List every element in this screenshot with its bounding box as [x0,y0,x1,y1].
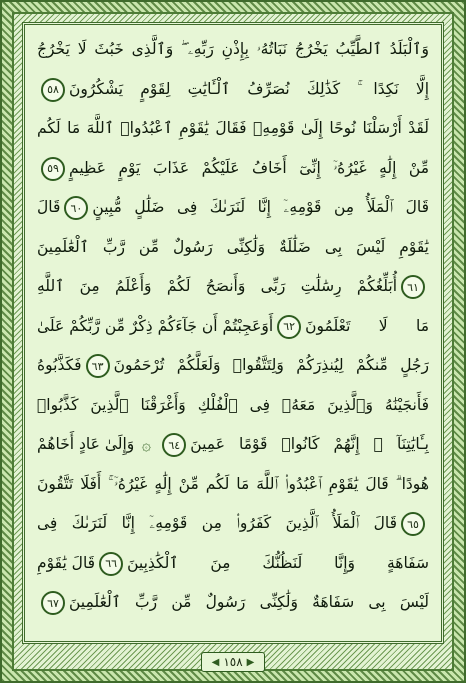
verse-line [37,426,429,464]
verse-line [37,347,429,385]
verse-line [37,110,429,148]
verse-line [37,71,429,109]
verse-text-continuation: قَالَ [37,198,61,217]
verse-line [37,150,429,188]
ayah-end-marker: ٥٩ [41,157,65,181]
verse-text: فَأَنجَيْنَٰهُ وَٱلَّذِينَ مَعَهُۥ فِى ٱلْفُلْكِ وَأَغْرَقْنَا ٱلَّذِينَ كَذَّبُوا۟ [37,395,429,414]
verse-text: بِـَٔايَٰتِنَآ ۚ إِنَّهُمْ كَانُوا۟ قَوْمًا عَمِينَ [190,435,429,454]
verse-line [37,189,429,227]
verse-text: يَٰقَوْمِ لَيْسَ بِى ضَلَٰلَةٌ وَلَٰكِنِّى رَسُولٌ مِّن رَّبِّ ٱلْعَٰلَمِينَ [37,237,429,256]
verse-line [37,466,429,504]
verse-text: قَالَ ٱلْمَلَأُ ٱلَّذِينَ كَفَرُوا۟ مِن قَوْمِهِۦٓ إِنَّا لَنَرَىٰكَ فِى [37,514,397,533]
ayah-end-marker: ٥٨ [41,78,65,102]
ayah-end-marker: ٦١ [401,275,425,299]
page-footer [0,650,466,674]
verse-text-continuation: فَكَذَّبُوهُ [37,356,82,375]
right-arrow-icon: ▶ [246,656,255,668]
mushaf-page [22,22,444,644]
verse-text: إِلَّا نَكِدًا ۚ كَذَٰلِكَ نُصَرِّفُ ٱلْـَٔايَٰتِ لِقَوْمٍ يَشْكُرُونَ [69,79,429,98]
ayah-end-marker: ٦٦ [99,552,123,576]
verse-line [37,387,429,425]
hizb-marker-icon: ۞ [141,435,151,454]
verse-line [37,308,429,346]
verse-line [37,229,429,267]
verse-line [37,505,429,543]
verse-text: مَا لَا تَعْلَمُونَ [305,316,429,335]
verse-text: قَالَ ٱلْمَلَأُ مِن قَوْمِهِۦٓ إِنَّا لَنَرَىٰكَ فِى ضَلَٰلٍ مُّبِينٍ [92,198,429,217]
ayah-end-marker: ٦٤ [162,433,186,457]
verse-text: رَجُلٍ مِّنكُمْ لِيُنذِرَكُمْ وَلِتَتَّقُوا۟ وَلَعَلَّكُمْ تُرْحَمُونَ [113,356,429,375]
verse-text: وَٱلْبَلَدُ ٱلطَّيِّبُ يَخْرُجُ نَبَاتُهُۥ بِإِذْنِ رَبِّهِۦ ۖ وَٱلَّذِى خَبُثَ لَا يَخْرُجُ [37,40,429,59]
ayah-end-marker: ٦٥ [401,512,425,536]
ayah-end-marker: ٦٧ [41,591,65,615]
verse-text: لَيْسَ بِى سَفَاهَةٌ وَلَٰكِنِّى رَسُولٌ مِّن رَّبِّ ٱلْعَٰلَمِينَ [69,593,429,612]
verse-text: مِّنْ إِلَٰهٍ غَيْرُهُۥٓ إِنِّىٓ أَخَافُ عَلَيْكُمْ عَذَابَ يَوْمٍ عَظِيمٍ [69,158,429,177]
verse-text-continuation: وَإِلَىٰ عَادٍ أَخَاهُمْ [37,435,135,454]
verse-text: سَفَاهَةٍ وَإِنَّا لَنَظُنُّكَ مِنَ ٱلْكَٰذِبِينَ [127,553,429,572]
verse-text: هُودًا ۗ قَالَ يَٰقَوْمِ ٱعْبُدُوا۟ ٱللَّهَ مَا لَكُم مِّنْ إِلَٰهٍ غَيْرُهُۥٓ ۚ أَفَلَا تَتَّقُونَ [37,474,429,493]
page-number: ١٥٨ [223,655,243,669]
ayah-end-marker: ٦٠ [64,196,88,220]
verse-line [37,268,429,306]
ayah-end-marker: ٦٣ [86,354,110,378]
verse-text-continuation: قَالَ يَٰقَوْمِ [37,553,96,572]
page-number-box [201,652,266,672]
verse-line [37,584,429,622]
left-arrow-icon: ◀ [211,656,220,668]
verse-line [37,545,429,583]
verse-text-continuation: أَوَعَجِبْتُمْ أَن جَآءَكُمْ ذِكْرٌ مِّن رَّبِّكُمْ عَلَىٰ [37,316,274,335]
verse-text: لَقَدْ أَرْسَلْنَا نُوحًا إِلَىٰ قَوْمِهِۦ فَقَالَ يَٰقَوْمِ ٱعْبُدُوا۟ ٱللَّهَ مَا لَكُم [37,119,429,138]
verse-text: أُبَلِّغُكُمْ رِسَٰلَٰتِ رَبِّى وَأَنصَحُ لَكُمْ وَأَعْلَمُ مِنَ ٱللَّهِ [37,277,397,296]
ayah-end-marker: ٦٢ [277,315,301,339]
verse-line [37,31,429,69]
